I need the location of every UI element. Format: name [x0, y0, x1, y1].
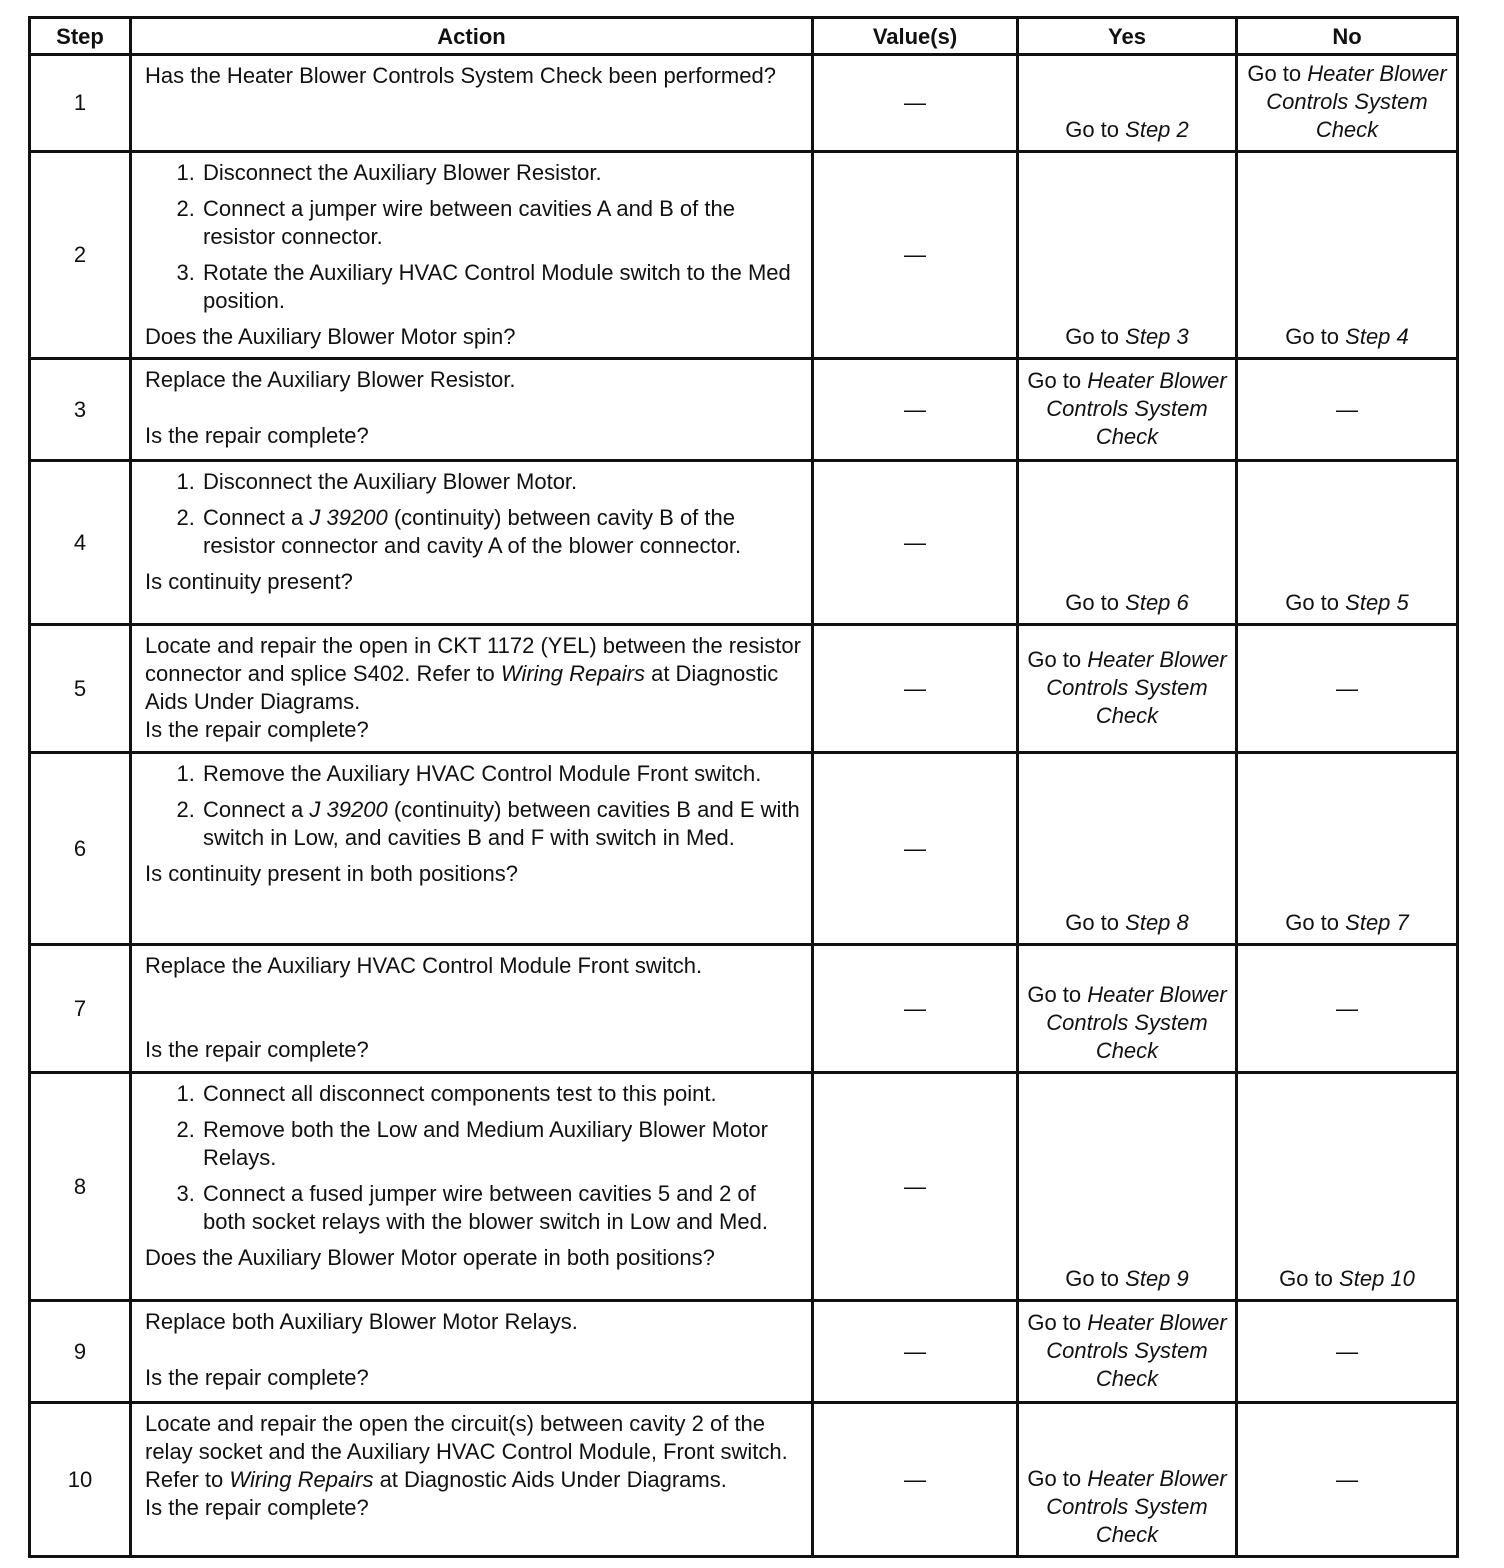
table-row	[30, 461, 1458, 625]
table-row	[30, 152, 1458, 359]
no-target: Step 7	[1345, 910, 1409, 935]
value-dash: —	[904, 1173, 926, 1199]
goto-text: Go to	[1027, 1309, 1082, 1335]
goto-text: Go to	[1065, 590, 1120, 615]
table-row	[30, 55, 1458, 152]
goto-text: Go to	[1027, 982, 1082, 1007]
action-item: 2. Connect a J 39200 (continuity) between cavity B of the resistor connector and cavity A of the blower connector.	[201, 504, 801, 560]
action-item: 1. Connect all disconnect components test to this point.	[201, 1080, 801, 1108]
step-number: 4	[30, 461, 131, 625]
header-values: Value(s)	[813, 18, 1018, 55]
goto-text: Go to	[1065, 324, 1120, 349]
yes-target: Step 2	[1125, 117, 1189, 142]
action-question: Does the Auxiliary Blower Motor spin?	[145, 324, 516, 349]
action-cell	[131, 1073, 813, 1301]
step-number: 10	[30, 1403, 131, 1557]
header-yes: Yes	[1018, 18, 1237, 55]
step-number: 3	[30, 359, 131, 461]
action-cell	[131, 945, 813, 1073]
no-dash: —	[1336, 396, 1358, 422]
table-row	[30, 625, 1458, 753]
goto-text: Go to	[1065, 910, 1120, 935]
action-cell	[131, 152, 813, 359]
value-dash: —	[904, 1466, 926, 1492]
goto-text: Go to	[1027, 367, 1082, 393]
table-row	[30, 1073, 1458, 1301]
step-number: 2	[30, 152, 131, 359]
value-dash: —	[904, 995, 926, 1021]
reference-name: Wiring Repairs	[229, 1467, 374, 1492]
action-text: Replace the Auxiliary Blower Resistor.	[145, 367, 516, 392]
value-cell	[813, 359, 1018, 461]
action-question: Does the Auxiliary Blower Motor operate in both positions?	[145, 1245, 715, 1270]
yes-target: Heater Blower Controls System Check	[1046, 1309, 1227, 1391]
action-item: 3. Rotate the Auxiliary HVAC Control Module switch to the Med position.	[201, 259, 801, 315]
value-cell	[813, 1403, 1018, 1557]
action-cell	[131, 55, 813, 152]
no-cell	[1237, 625, 1458, 753]
action-text: Locate and repair the open the circuit(s) between cavity 2 of the relay socket and the Auxiliary HVAC Control Module, Front switch. Refer to Wiring Repairs at Diagnostic Aids Under Diagrams.	[145, 1411, 788, 1492]
yes-target: Step 3	[1125, 324, 1189, 349]
no-target: Step 4	[1345, 324, 1409, 349]
step-number: 6	[30, 753, 131, 945]
action-question: Is the repair complete?	[145, 1365, 369, 1390]
goto-text: Go to	[1247, 61, 1302, 86]
yes-target: Step 8	[1125, 910, 1189, 935]
yes-cell	[1018, 359, 1237, 461]
header-action: Action	[131, 18, 813, 55]
no-cell	[1237, 753, 1458, 945]
diagnostic-table	[28, 16, 1459, 1558]
action-list	[145, 1080, 801, 1236]
action-item: 2. Connect a J 39200 (continuity) between cavities B and E with switch in Low, and cavities B and F with switch in Med.	[201, 796, 801, 852]
tool-name: J 39200	[309, 797, 388, 822]
tool-name: J 39200	[309, 505, 388, 530]
action-item: 1. Remove the Auxiliary HVAC Control Module Front switch.	[201, 760, 801, 788]
step-number: 1	[30, 55, 131, 152]
yes-cell	[1018, 1301, 1237, 1403]
goto-text: Go to	[1027, 1466, 1082, 1491]
action-cell	[131, 625, 813, 753]
action-question: Is continuity present in both positions?	[145, 861, 519, 886]
action-cell	[131, 753, 813, 945]
step-number: 5	[30, 625, 131, 753]
no-cell	[1237, 55, 1458, 152]
value-cell	[813, 753, 1018, 945]
no-cell	[1237, 945, 1458, 1073]
value-dash: —	[904, 90, 926, 115]
action-question: Is continuity present?	[145, 569, 353, 594]
no-cell	[1237, 359, 1458, 461]
no-cell	[1237, 1301, 1458, 1403]
table-row	[30, 945, 1458, 1073]
action-item: 1. Disconnect the Auxiliary Blower Resistor.	[201, 159, 801, 187]
yes-cell	[1018, 625, 1237, 753]
value-dash: —	[904, 529, 926, 555]
yes-cell	[1018, 55, 1237, 152]
yes-target: Step 9	[1125, 1266, 1189, 1291]
action-question: Is the repair complete?	[145, 717, 369, 742]
action-text: Replace the Auxiliary HVAC Control Module Front switch.	[145, 953, 703, 978]
no-target: Step 5	[1345, 590, 1409, 615]
value-cell	[813, 945, 1018, 1073]
yes-target: Heater Blower Controls System Check	[1046, 982, 1227, 1063]
yes-cell	[1018, 945, 1237, 1073]
goto-text: Go to	[1065, 117, 1120, 142]
no-dash: —	[1336, 675, 1358, 701]
table-row	[30, 753, 1458, 945]
yes-target: Heater Blower Controls System Check	[1046, 646, 1227, 728]
yes-cell	[1018, 753, 1237, 945]
goto-text: Go to	[1027, 646, 1082, 672]
value-cell	[813, 55, 1018, 152]
yes-cell	[1018, 1403, 1237, 1557]
action-text: Replace both Auxiliary Blower Motor Relays.	[145, 1309, 578, 1334]
table-row	[30, 1403, 1458, 1557]
no-cell	[1237, 152, 1458, 359]
no-target: Heater Blower Controls System Check	[1266, 61, 1447, 142]
action-cell	[131, 461, 813, 625]
action-text: Locate and repair the open in CKT 1172 (YEL) between the resistor connector and splice S402. Refer to Wiring Repairs at Diagnostic Aids Under Diagrams.	[145, 633, 801, 714]
no-cell	[1237, 1073, 1458, 1301]
yes-cell	[1018, 152, 1237, 359]
value-cell	[813, 1301, 1018, 1403]
goto-text: Go to	[1285, 324, 1340, 349]
goto-text: Go to	[1285, 910, 1340, 935]
action-item: 2. Connect a jumper wire between cavities A and B of the resistor connector.	[201, 195, 801, 251]
value-cell	[813, 1073, 1018, 1301]
step-number: 7	[30, 945, 131, 1073]
goto-text: Go to	[1285, 590, 1340, 615]
yes-target: Heater Blower Controls System Check	[1046, 367, 1227, 449]
value-dash: —	[904, 242, 926, 267]
action-question: Is the repair complete?	[145, 1037, 369, 1062]
value-dash: —	[904, 835, 926, 861]
action-item: 1. Disconnect the Auxiliary Blower Motor.	[201, 468, 801, 496]
action-cell	[131, 1301, 813, 1403]
table-row	[30, 1301, 1458, 1403]
goto-text: Go to	[1279, 1266, 1333, 1291]
header-no: No	[1237, 18, 1458, 55]
step-number: 8	[30, 1073, 131, 1301]
step-number: 9	[30, 1301, 131, 1403]
action-item: 3. Connect a fused jumper wire between cavities 5 and 2 of both socket relays with the blower switch in Low and Med.	[201, 1180, 801, 1236]
goto-text: Go to	[1065, 1266, 1120, 1291]
yes-cell	[1018, 1073, 1237, 1301]
diagnostic-table-page	[28, 16, 1456, 1558]
no-dash: —	[1336, 1338, 1358, 1364]
action-list	[145, 468, 801, 560]
yes-cell	[1018, 461, 1237, 625]
yes-target: Heater Blower Controls System Check	[1046, 1466, 1227, 1547]
table-row	[30, 359, 1458, 461]
no-cell	[1237, 461, 1458, 625]
action-list	[145, 159, 801, 315]
action-question: Is the repair complete?	[145, 423, 369, 448]
action-list	[145, 760, 801, 852]
value-cell	[813, 152, 1018, 359]
no-target: Step 10	[1339, 1266, 1415, 1291]
reference-name: Wiring Repairs	[500, 661, 645, 686]
action-cell	[131, 1403, 813, 1557]
header-row	[30, 18, 1458, 55]
value-dash: —	[904, 1338, 926, 1364]
value-dash: —	[904, 396, 926, 422]
action-question: Is the repair complete?	[145, 1495, 369, 1520]
no-cell	[1237, 1403, 1458, 1557]
action-text: Has the Heater Blower Controls System Check been performed?	[145, 63, 776, 88]
value-dash: —	[904, 675, 926, 701]
action-item: 2. Remove both the Low and Medium Auxiliary Blower Motor Relays.	[201, 1116, 801, 1172]
no-dash: —	[1336, 995, 1358, 1021]
value-cell	[813, 461, 1018, 625]
header-step: Step	[30, 18, 131, 55]
no-dash: —	[1336, 1466, 1358, 1492]
action-cell	[131, 359, 813, 461]
yes-target: Step 6	[1125, 590, 1189, 615]
value-cell	[813, 625, 1018, 753]
